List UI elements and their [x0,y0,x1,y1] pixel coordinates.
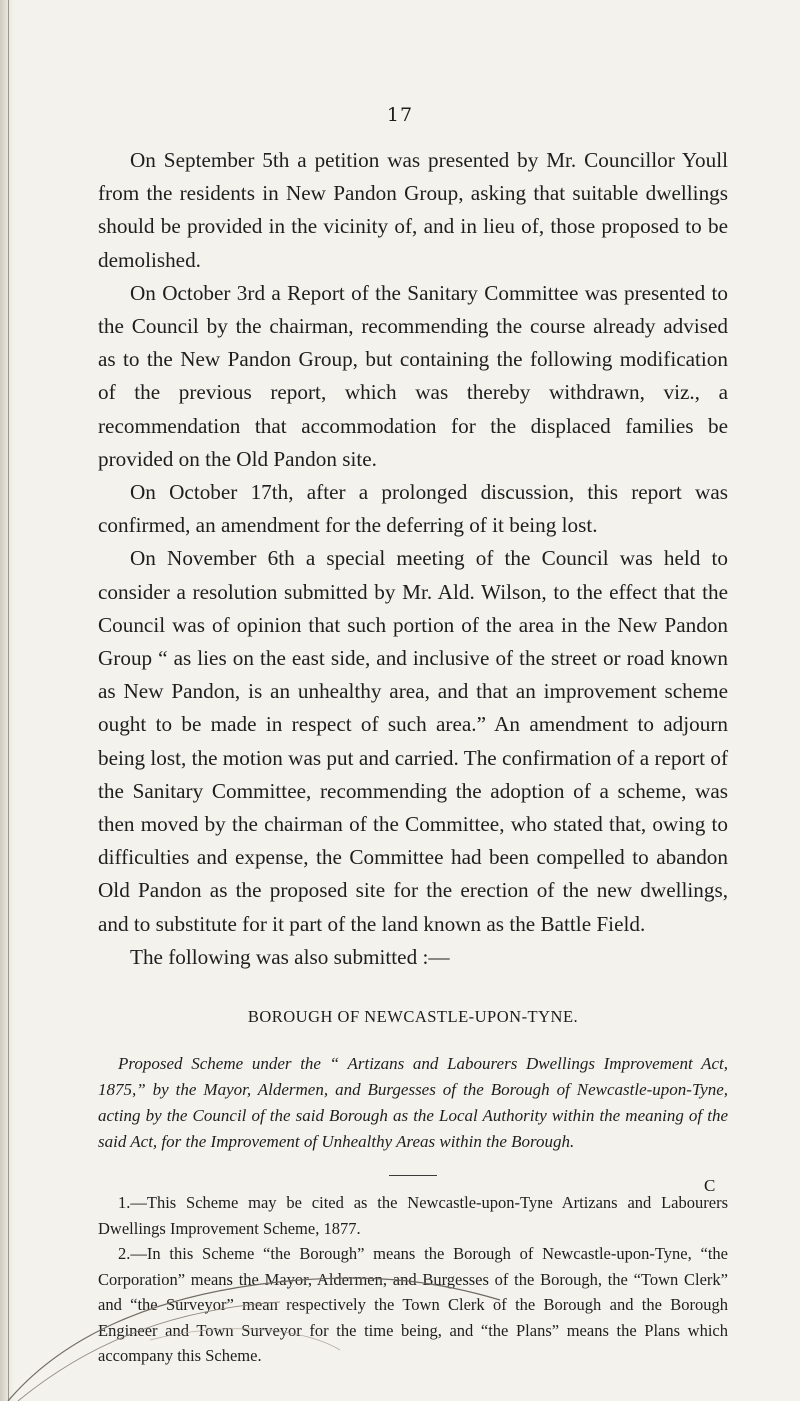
clause-2: 2.—In this Scheme “the Borough” means the Borough of Newcastle-upon-Tyne, “the Corporation” means the Mayor, Aldermen, and Burgesses of the Borough, the “Town Clerk” and “the Surveyor” mean respectively the Town Clerk of the Borough and the Borough Engineer and Town Surveyor for the time being, and “the Plans” means the Plans which accompany this Scheme. [98,1244,728,1366]
signature-mark: C [704,1176,716,1195]
paragraph-october-3: On October 3rd a Report of the Sanitary Committee was presented to the Council by the chairman, recommending the course already advised as to the New Pandon Group, but containing the following modification of the previous report, which was thereby withdrawn, viz., a recommendation that accommodation for the displaced families be provided on the Old Pandon site. [98,280,728,471]
body-text [98,144,728,1369]
page-curl-decoration [0,1230,560,1401]
scheme-title: Proposed Scheme under the “ Artizans and Labourers Dwellings Improvement Act, 1875,” by the Mayor, Aldermen, and Burgesses of the Borough of Newcastle-upon-Tyne, acting by the Council of the said Borough as the Local Authority within the meaning of the said Act, for the Improvement of Unhealthy Areas within the Borough. [98,1054,728,1152]
paragraph-october-17: On October 17th, after a prolonged discussion, this report was confirmed, an amendment for the deferring of it being lost. [98,480,728,538]
paragraph-following: The following was also submitted :— [130,944,450,969]
paragraph-november-6: On November 6th a special meeting of the Council was held to consider a resolution submitted by Mr. Ald. Wilson, to the effect that the Council was of opinion that such portion of the area in the New Pandon Group “ as lies on the east side, and inclusive of the street or road known as New Pandon, is an unhealthy area, and that an improvement scheme ought to be made in respect of such area.” An amendment to adjourn being lost, the motion was put and carried. The confirmation of a report of the Sanitary Committee, recommending the adoption of a scheme, was then moved by the chairman of the Committee, who stated that, owing to difficulties and expense, the Committee had been compelled to abandon Old Pandon as the proposed site for the erection of the new dwellings, and to substitute for it part of the land known as the Battle Field. [98,546,728,936]
clause-1: 1.—This Scheme may be cited as the Newcastle-upon-Tyne Artizans and Labourers Dwellings Improvement Scheme, 1877. [98,1193,728,1238]
paragraph-september: On September 5th a petition was presented by Mr. Councillor Youll from the residents in New Pandon Group, asking that suitable dwellings should be provided in the vicinity of, and in lieu of, those proposed to be demolished. [98,148,728,272]
page-number: 17 [386,104,414,126]
page-binding-edge [8,0,9,1401]
borough-heading: BOROUGH OF NEWCASTLE-UPON-TYNE. [247,1007,579,1027]
page-binding-shadow [0,0,14,1401]
section-divider [389,1175,437,1176]
